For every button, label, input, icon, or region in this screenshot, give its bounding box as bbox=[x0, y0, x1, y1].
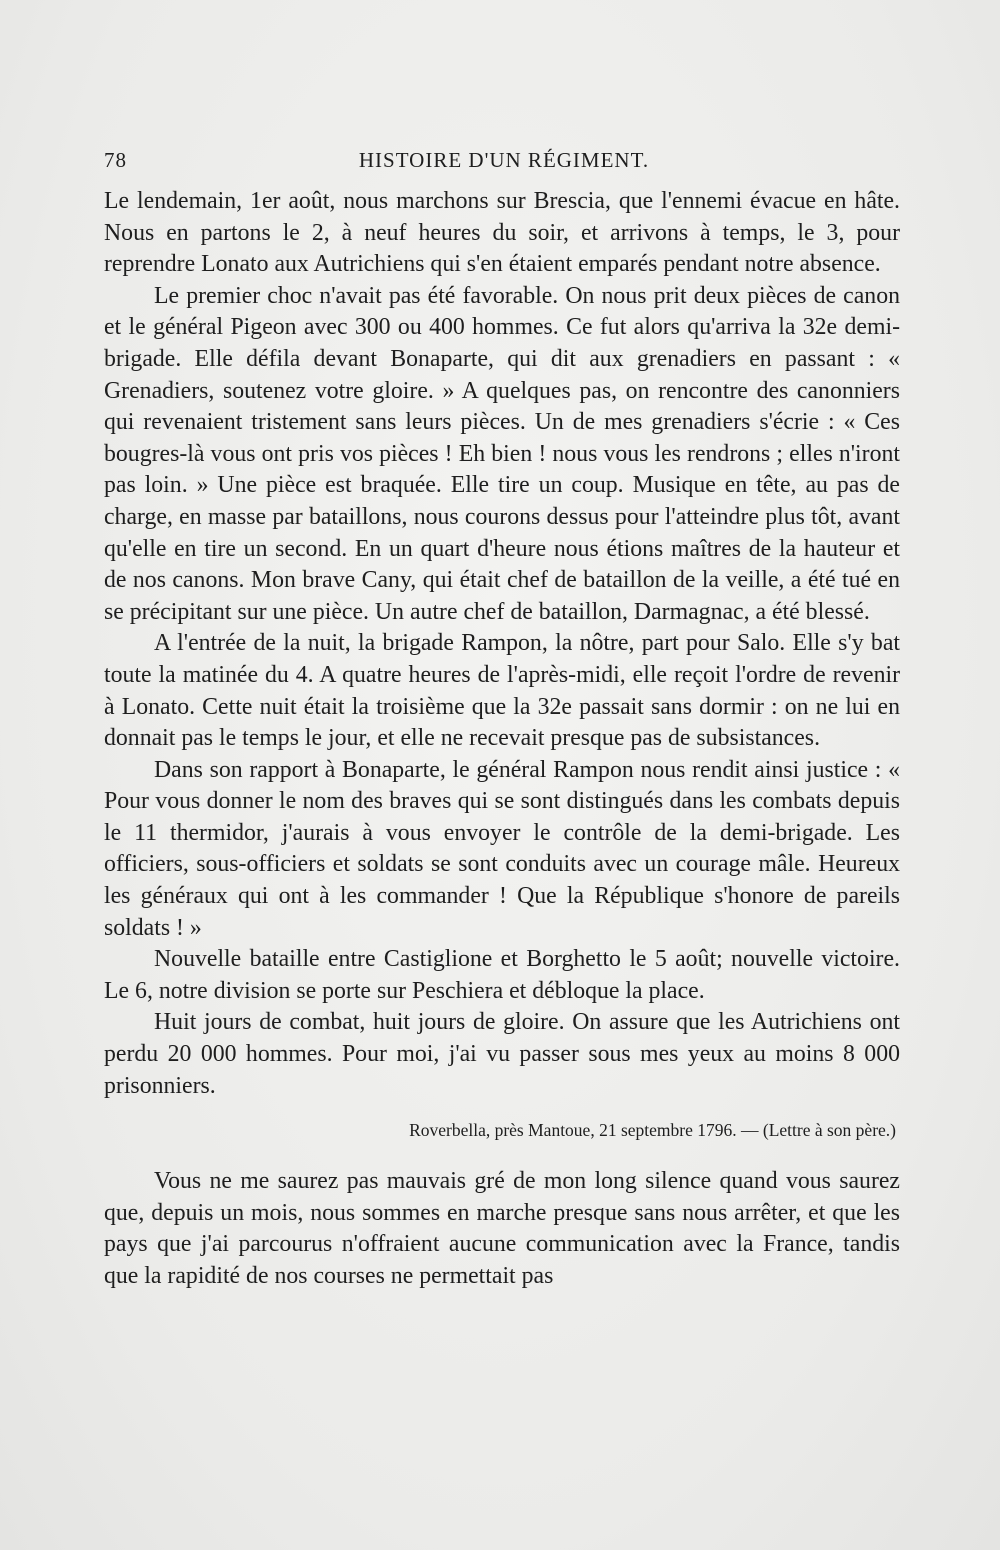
paragraph-4: Dans son rapport à Bonaparte, le général Rampon nous rendit ainsi justice : « Pour vous donner le nom des braves qui se sont distingués dans les combats depuis le 11 thermidor, j'aurais à vous envoyer le contrôle de la demi-brigade. Les officiers, sous-officiers et soldats se sont conduits avec un courage mâle. Heureux les généraux qui ont à les commander ! Que la République s'honore de pareils soldats ! » bbox=[104, 756, 900, 941]
body-text bbox=[104, 186, 900, 1293]
paragraph-3: A l'entrée de la nuit, la brigade Rampon, la nôtre, part pour Salo. Elle s'y bat toute la matinée du 4. A quatre heures de l'après-midi, elle reçoit l'ordre de revenir à Lonato. Cette nuit était la troisième que la 32e passait sans dormir : on ne lui en donnait pas le temps le jour, et elle ne recevait presque pas de subsistances. bbox=[104, 630, 900, 752]
letter-paragraph: Vous ne me saurez pas mauvais gré de mon long silence quand vous saurez que, depuis un mois, nous sommes en marche presque sans nous arrêter, et que les pays que j'ai parcourus n'offraient aucune communication avec la France, tandis que la rapidité de nos courses ne permettait pas bbox=[104, 1168, 900, 1289]
paragraph-1: Le lendemain, 1er août, nous marchons sur Brescia, que l'ennemi évacue en hâte. Nous en partons le 2, à neuf heures du soir, et arrivons à temps, le 3, pour reprendre Lonato aux Autrichiens qui s'en étaient emparés pendant notre absence. bbox=[104, 188, 900, 278]
paragraph-6: Huit jours de combat, huit jours de gloire. On assure que les Autrichiens ont perdu 20 000 hommes. Pour moi, j'ai vu passer sous mes yeux au moins 8 000 prisonniers. bbox=[104, 1009, 900, 1099]
paragraph-2: Le premier choc n'avait pas été favorable. On nous prit deux pièces de canon et le général Pigeon avec 300 ou 400 hommes. Ce fut alors qu'arriva la 32e demi-brigade. Elle défila devant Bonaparte, qui dit aux grenadiers en passant : « Grenadiers, soutenez votre gloire. » A quelques pas, on rencontre des canonniers qui revenaient tristement sans leurs pièces. Un de mes grenadiers s'écrie : « Ces bougres-là vous ont pris vos pièces ! Eh bien ! nous vous les rendrons ; elles n'iront pas loin. » Une pièce est braquée. Elle tire un coup. Musique en tête, au pas de charge, en masse par bataillons, nous courons dessus pour l'atteindre plus tôt, avant qu'elle en tire un second. En un quart d'heure nous étions maîtres de la hauteur et de nos canons. Mon brave Cany, qui était chef de bataillon de la veille, a été tué en se précipitant sur une pièce. Un autre chef de bataillon, Darmagnac, a été blessé. bbox=[104, 282, 900, 625]
letter-dateline: Roverbella, près Mantoue, 21 septembre 1796. — (Lettre à son père.) bbox=[409, 1120, 896, 1141]
page-number: 78 bbox=[104, 148, 127, 172]
running-head bbox=[104, 148, 904, 182]
paragraph-5: Nouvelle bataille entre Castiglione et Borghetto le 5 août; nouvelle victoire. Le 6, notre division se porte sur Peschiera et débloque la place. bbox=[104, 946, 900, 1004]
running-title: HISTOIRE D'UN RÉGIMENT. bbox=[358, 148, 650, 172]
